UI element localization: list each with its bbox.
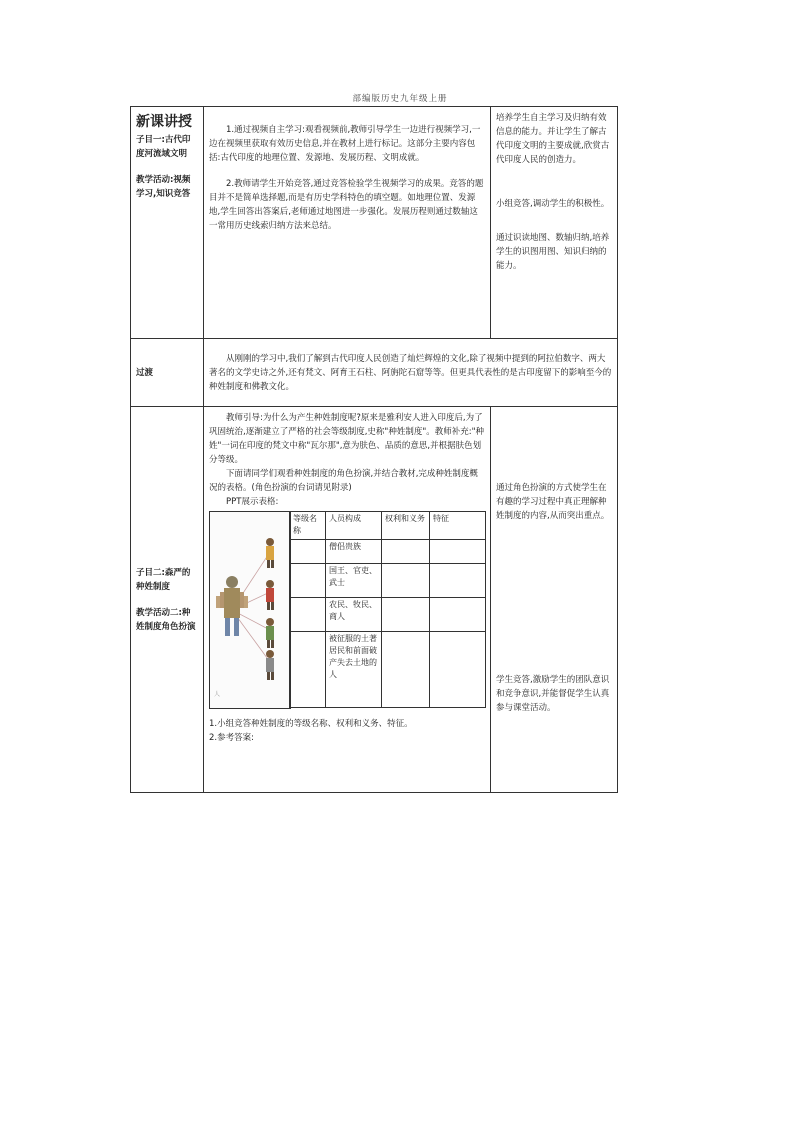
section-row-3 — [131, 407, 618, 793]
lesson-plan-table — [130, 106, 618, 793]
section-row-2 — [131, 339, 618, 407]
content-paragraph: 2.教师请学生开始竞答,通过竞答检验学生视频学习的成果。竞答的题目并不是简单选择题,而是有历史学科特色的填空题。如地理位置、发源地,学生回答出答案后,老师通过地图进一步强化。发展历程则通过数轴这一常用历史线索归纳方法来总结。 — [209, 179, 484, 231]
design-note: 通过识读地图、数轴归纳,培养学生的识图用图、知识归纳的能力。 — [496, 233, 610, 271]
table-row — [290, 540, 486, 564]
figure-caption: 人 — [214, 691, 221, 698]
table-cell — [430, 598, 486, 632]
section-row-1 — [131, 107, 618, 339]
design-note: 小组竞答,调动学生的积极性。 — [496, 199, 610, 209]
content-paragraph: 下面请同学们观看种姓制度的角色扮演,并结合教材,完成种姓制度概况的表格。(角色扮演的台词请见附录) — [209, 469, 478, 493]
table-cell: 农民、牧民、商人 — [326, 598, 382, 632]
deity-figure — [216, 576, 248, 636]
content-paragraph: 2.参考答案: — [209, 733, 254, 743]
activity-label-1: 教学活动:视频学习,知识竞答 — [136, 175, 191, 199]
table-cell — [290, 632, 326, 708]
column-header: 特征 — [430, 512, 486, 540]
table-cell — [290, 564, 326, 598]
section3-notes-cell — [491, 407, 618, 793]
table-row — [290, 598, 486, 632]
table-cell — [290, 598, 326, 632]
section3-content-cell — [204, 407, 491, 793]
content-paragraph: 教师引导:为什么为产生种姓制度呢?原来是雅利安人进入印度后,为了巩固统治,逐渐建立了严格的社会等级制度,史称"种姓制度"。教师补充:"种姓"一词在印度的梵文中称"瓦尔那",意为肤色、品质的意思,并根据肤色划分等级。 — [209, 413, 484, 465]
column-header: 等级名称 — [290, 512, 326, 540]
design-note: 培养学生自主学习及归纳有效信息的能力。并让学生了解古代印度文明的主要成就,欣赏古代印度人民的创造力。 — [496, 113, 610, 165]
table-cell — [430, 632, 486, 708]
design-note: 通过角色扮演的方式使学生在有趣的学习过程中真正理解种姓制度的内容,从而突出重点。 — [496, 483, 610, 521]
activity-label-2: 教学活动二:种姓制度角色扮演 — [136, 607, 196, 632]
section3-left-cell — [131, 407, 204, 793]
table-cell: 被征服的土著居民和前面破产失去土地的人 — [326, 632, 382, 708]
person-figure — [266, 580, 274, 610]
transition-label: 过渡 — [136, 367, 154, 378]
table-cell — [382, 540, 430, 564]
caste-illustration — [210, 512, 290, 708]
table-cell: 僧侣贵族 — [326, 540, 382, 564]
table-cell: 国王、官吏、武士 — [326, 564, 382, 598]
subheading-subtopic-2: 子目二:森严的种姓制度 — [136, 567, 191, 592]
section-heading: 新课讲授 — [136, 114, 192, 130]
person-figure — [266, 538, 274, 568]
person-figure — [266, 650, 274, 680]
column-header: 人员构成 — [326, 512, 382, 540]
ppt-label: PPT展示表格: — [226, 497, 279, 507]
section2-content-cell — [204, 339, 618, 407]
column-header: 权利和义务 — [382, 512, 430, 540]
caste-table — [289, 511, 486, 708]
table-row — [290, 564, 486, 598]
table-cell — [430, 540, 486, 564]
table-cell — [290, 540, 326, 564]
subheading-subtopic-1: 子目一:古代印度河流域文明 — [136, 135, 191, 159]
content-paragraph: 1.小组竞答种姓制度的等级名称、权利和义务、特征。 — [209, 719, 413, 729]
person-figure — [266, 618, 274, 648]
content-paragraph: 从刚刚的学习中,我们了解到古代印度人民创造了灿烂辉煌的文化,除了视频中提到的阿拉伯数字、两大著名的文学史诗之外,还有梵文、阿育王石柱、阿旃陀石窟等等。但更具代表性的是古印度留下的影响至今的种姓制度和佛教文化。 — [209, 353, 612, 392]
section1-content-cell — [204, 107, 491, 339]
table-cell — [382, 564, 430, 598]
section2-left-cell — [131, 339, 204, 407]
content-paragraph: 1.通过视频自主学习:观看视频前,教师引导学生一边进行视频学习,一边在视频里获取有效历史信息,并在教材上进行标记。这部分主要内容包括:古代印度的地理位置、发源地、发展历程、文明成就。 — [209, 125, 481, 163]
section1-notes-cell — [491, 107, 618, 339]
page-header: 部编版历史九年级上册 — [352, 94, 448, 104]
table-row — [290, 632, 486, 708]
table-cell — [430, 564, 486, 598]
caste-table-area — [209, 511, 485, 707]
caste-figure-image — [209, 511, 291, 709]
table-cell — [382, 632, 430, 708]
caste-table-header-row — [290, 512, 486, 540]
section1-left-cell — [131, 107, 204, 339]
table-cell — [382, 598, 430, 632]
design-note: 学生竞答,激励学生的团队意识和竞争意识,并能督促学生认真参与课堂活动。 — [496, 675, 610, 713]
